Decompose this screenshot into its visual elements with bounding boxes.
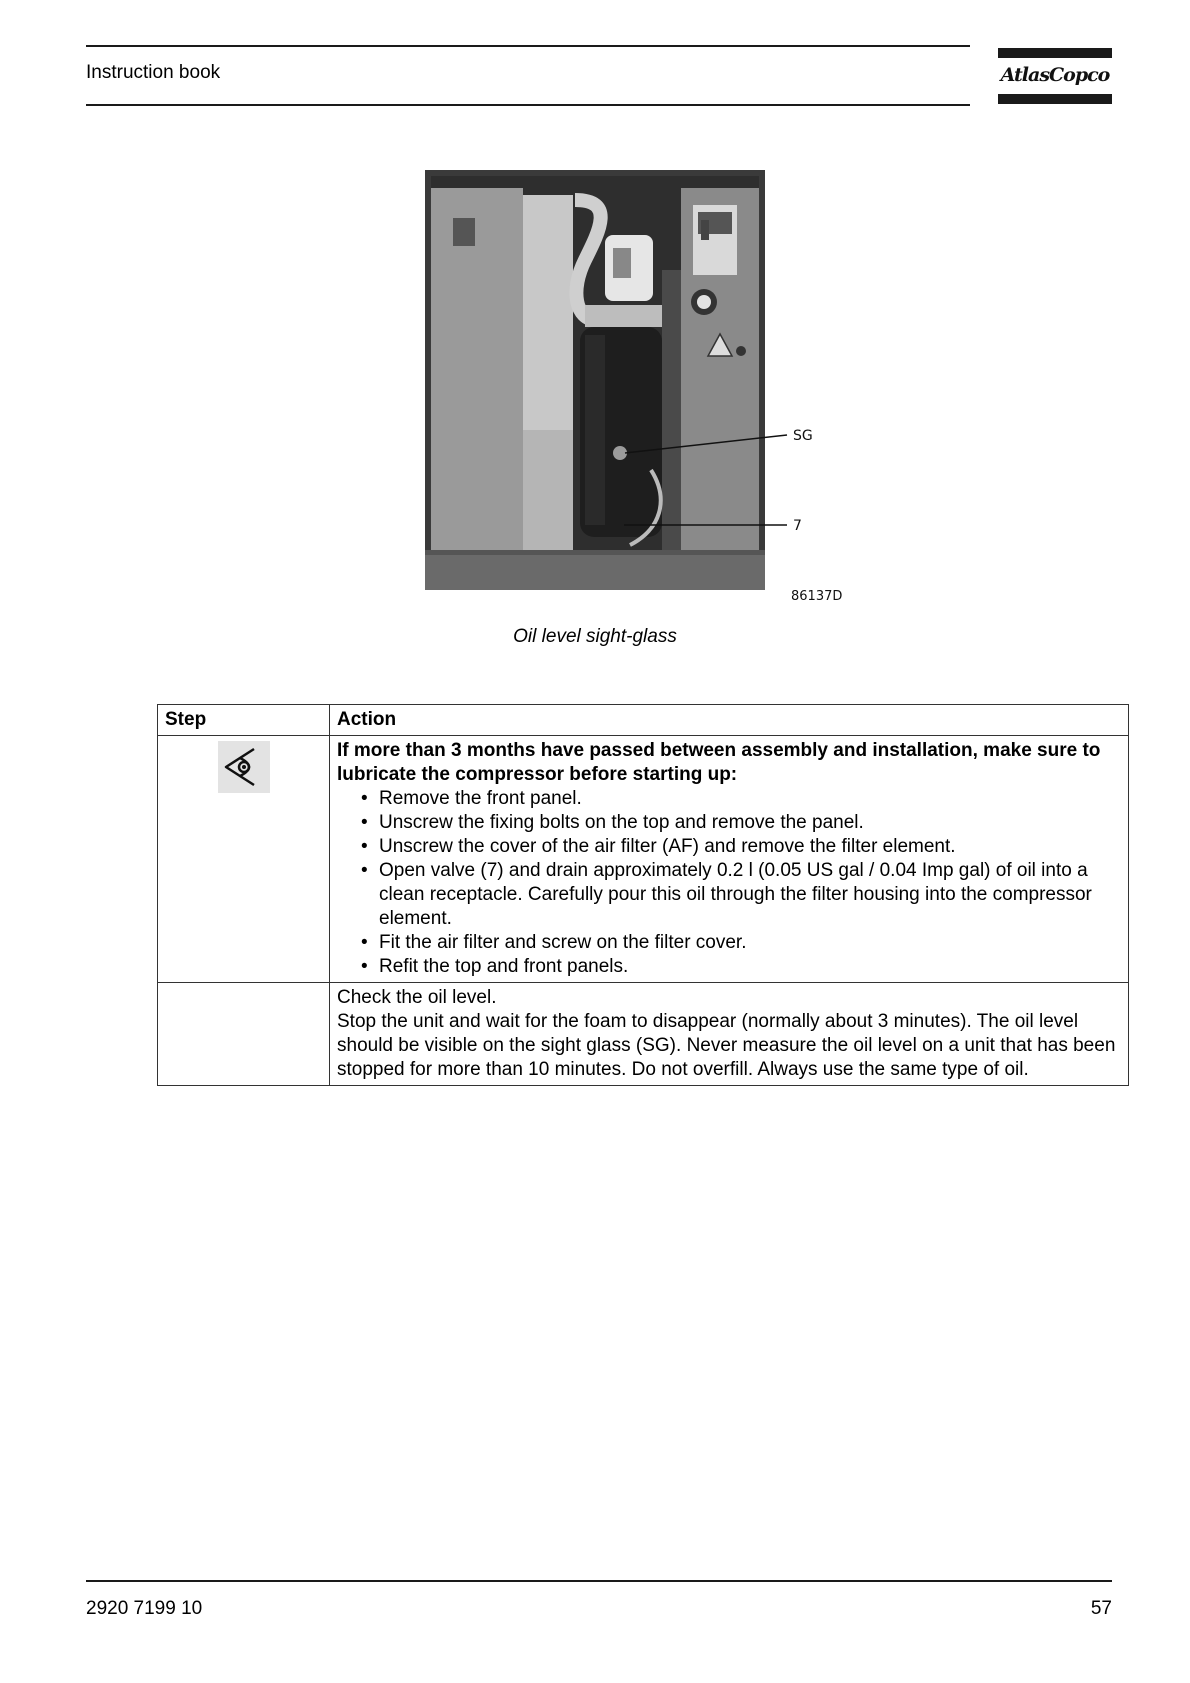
table-row	[158, 983, 1129, 1086]
step-cell	[158, 983, 330, 1086]
list-item: • Open valve (7) and drain approximately 0.2 l (0.05 US gal / 0.04 Imp gal) of oil into a clean receptacle. Carefully pour this oil through the filter housing into the compressor element.	[379, 859, 1121, 931]
page-number: 57	[1090, 1598, 1112, 1619]
list-item: • Unscrew the cover of the air filter (AF) and remove the filter element.	[379, 835, 1121, 859]
list-item: • Unscrew the fixing bolts on the top and remove the panel.	[379, 811, 1121, 835]
list-item: • Refit the top and front panels.	[379, 955, 1121, 979]
header-title: Instruction book	[86, 62, 221, 83]
action-bullet-list	[337, 787, 1121, 979]
action-cell	[330, 736, 1129, 983]
eye-inspect-icon	[218, 741, 270, 793]
document-number: 2920 7199 10	[86, 1598, 203, 1619]
header-action: Action	[330, 705, 1129, 736]
callout-sg: SG	[793, 428, 813, 444]
action-intro: If more than 3 months have passed between assembly and installation, make sure to lubricate the compressor before starting up:	[337, 740, 1101, 785]
footer-rule	[86, 1580, 1112, 1582]
steps-table	[157, 704, 1129, 1086]
logo-wordmark: AtlasCopco	[1000, 64, 1110, 86]
table-row	[158, 736, 1129, 983]
action-cell	[330, 983, 1129, 1086]
action-line: Check the oil level.	[337, 987, 497, 1008]
callout-7: 7	[793, 518, 802, 534]
figure-code: 86137D	[791, 589, 843, 604]
action-line: Stop the unit and wait for the foam to disappear (normally about 3 minutes). The oil level should be visible on the sight glass (SG). Never measure the oil level on a unit that has been stopped for more than 10 minutes. Do not overfill. Always use the same type of oil.	[337, 1011, 1116, 1080]
header-top-rule	[86, 45, 970, 47]
compressor-photo	[425, 170, 870, 610]
atlas-copco-logo	[998, 48, 1112, 106]
header-step: Step	[158, 705, 330, 736]
list-item: • Fit the air filter and screw on the filter cover.	[379, 931, 1121, 955]
list-item: • Remove the front panel.	[379, 787, 1121, 811]
figure-caption: Oil level sight-glass	[513, 626, 677, 647]
step-cell	[158, 736, 330, 983]
table-header-row	[158, 705, 1129, 736]
header-bottom-rule	[86, 104, 970, 106]
